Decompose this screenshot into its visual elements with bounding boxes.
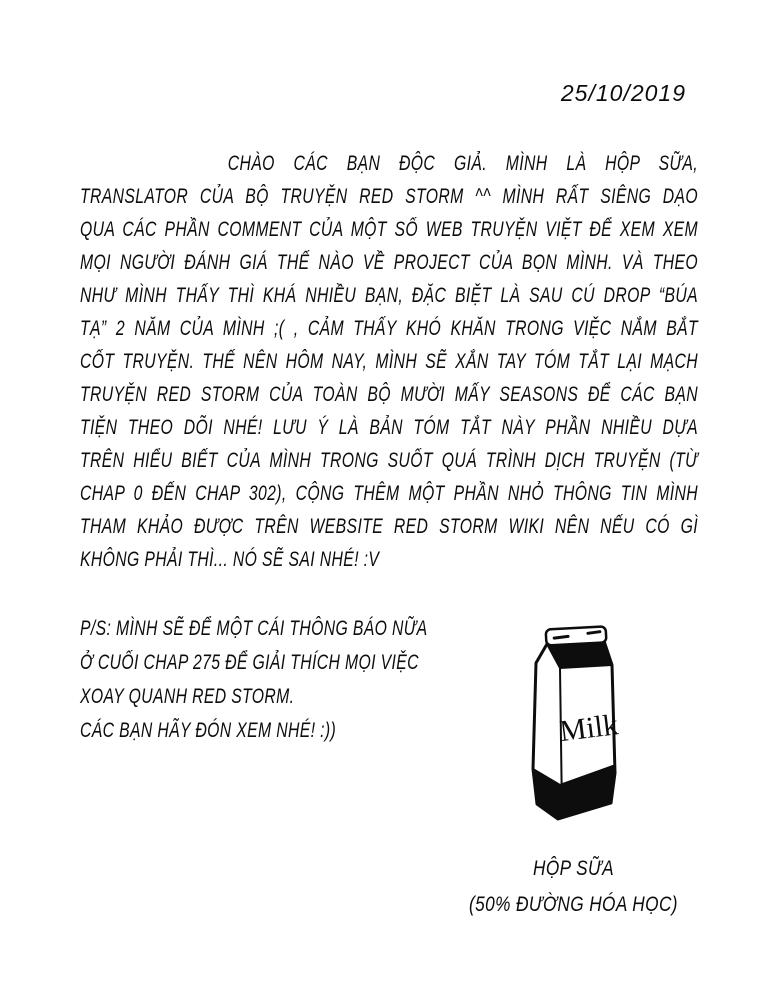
note-line: QUA CÁC PHẦN COMMENT CỦA MỘT SỐ WEB TRUYỆN VIỆT ĐỂ XEM XEM: [80, 218, 698, 241]
postscript-line: CÁC BẠN HÃY ĐÓN XEM NHÉ! :)): [80, 719, 337, 742]
note-line: KHÔNG PHẢI THÌ... NÓ SẼ SAI NHÉ! :V: [80, 548, 380, 571]
milk-carton-cap: [546, 626, 607, 645]
signature-name: HỘP SỮA: [533, 857, 614, 880]
note-paragraph: [80, 147, 698, 576]
note-line: TRANSLATOR CỦA BỘ TRUYỆN RED STORM ^^ MÌNH RẤT SIÊNG DẠO: [80, 185, 698, 208]
note-line: NHƯ MÌNH THẤY THÌ KHÁ NHIỀU BẠN, ĐẶC BIỆT LÀ SAU CÚ DROP “BÚA: [80, 284, 698, 307]
note-line: CỐT TRUYỆN. THẾ NÊN HÔM NAY, MÌNH SẼ XẮN TAY TÓM TẮT LẠI MẠCH: [80, 350, 698, 373]
note-line: TRUYỆN RED STORM CỦA TOÀN BỘ MƯỜI MẤY SEASONS ĐỂ CÁC BẠN: [80, 383, 698, 406]
note-line: TRÊN HIỂU BIẾT CỦA MÌNH TRONG SUỐT QUÁ TRÌNH DỊCH TRUYỆN (TỪ: [80, 449, 698, 472]
note-line: MỌI NGƯỜI ĐÁNH GIÁ THẾ NÀO VỀ PROJECT CỦA BỌN MÌNH. VÀ THEO: [80, 251, 698, 274]
date-text: 25/10/2019: [560, 80, 686, 106]
note-line: TẠ” 2 NĂM CỦA MÌNH ;( , CẢM THẤY KHÓ KHĂN TRONG VIỆC NẮM BẮT: [80, 317, 698, 340]
milk-carton-cap-dash: [588, 632, 600, 634]
postscript-line: P/S: MÌNH SẼ ĐỂ MỘT CÁI THÔNG BÁO NỮA: [80, 617, 428, 640]
note-line: TIỆN THEO DÕI NHÉ! LƯU Ý LÀ BẢN TÓM TẮT NÀY PHẦN NHIỀU DỰA: [80, 416, 698, 439]
milk-carton-label: Milk: [557, 708, 620, 749]
note-line: THAM KHẢO ĐƯỢC TRÊN WEBSITE RED STORM WIKI NÊN NẾU CÓ GÌ: [80, 515, 698, 538]
milk-carton-cap-dash: [554, 636, 568, 638]
postscript-line: Ở CUỐI CHAP 275 ĐỂ GIẢI THÍCH MỌI VIỆC: [80, 651, 419, 674]
note-line: CHAP 0 ĐẾN CHAP 302), CỘNG THÊM MỘT PHẦN NHỎ THÔNG TIN MÌNH: [80, 482, 698, 505]
postscript-line: XOAY QUANH RED STORM.: [80, 685, 295, 708]
signature-block: [444, 851, 702, 923]
note-line: CHÀO CÁC BẠN ĐỘC GIẢ. MÌNH LÀ HỘP SỮA,: [227, 152, 698, 175]
signature-subtitle: (50% ĐƯỜNG HÓA HỌC): [469, 893, 678, 916]
milk-carton-illustration: [520, 613, 660, 823]
